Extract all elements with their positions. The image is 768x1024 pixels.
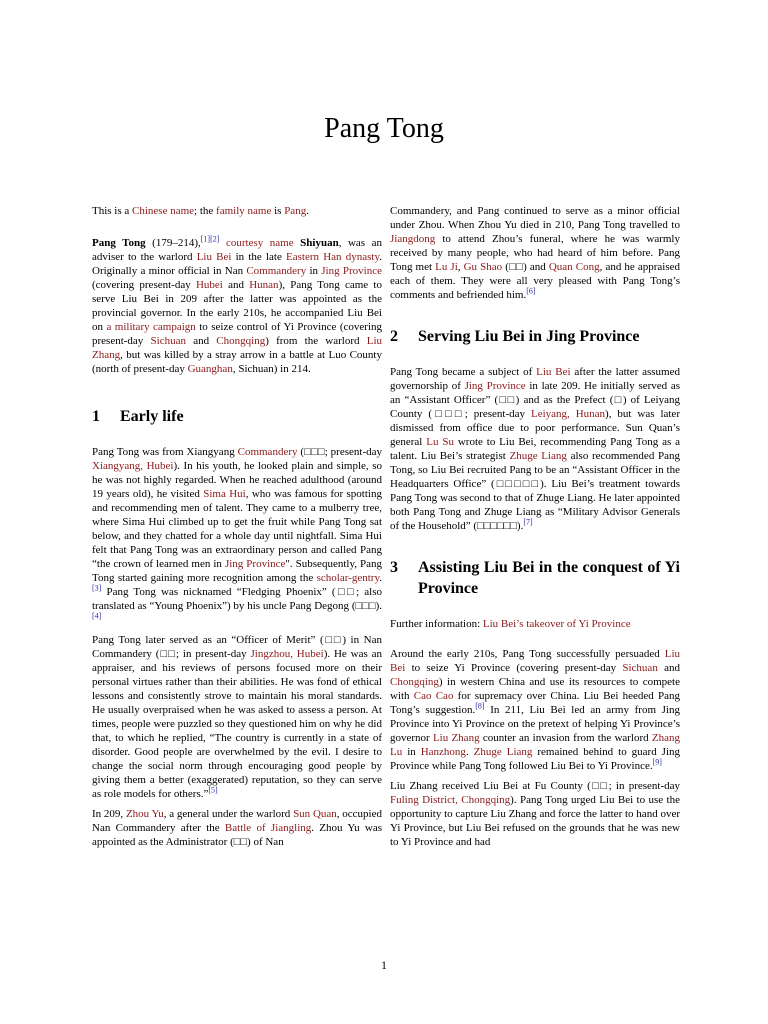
text: ), Pang Tong came to serve Liu Bei in 209 after the latter was appointed as the provincial governor. In the early 210s, he accompanied Liu Bei on: [92, 279, 382, 333]
link-xiangyang[interactable]: Xiangyang, Hubei: [92, 460, 174, 472]
text: . Zhou Yu was appointed as the Administrator (□□) of Nan: [92, 822, 382, 848]
link-chongqing[interactable]: Chongqing: [390, 676, 439, 688]
paragraph: [390, 647, 680, 773]
text: (□□□; present-day: [297, 446, 382, 458]
further-information: [390, 617, 680, 631]
link-pang[interactable]: Pang: [284, 205, 307, 217]
link-jingzhou[interactable]: Jingzhou, Hubei: [250, 648, 324, 660]
link-liu-bei[interactable]: Liu Bei: [536, 366, 571, 378]
paragraph: [92, 807, 382, 849]
subject-name: Pang Tong: [92, 237, 146, 249]
citation[interactable]: [9]: [652, 757, 662, 767]
link-commandery[interactable]: Commandery: [237, 446, 298, 458]
paragraph: [92, 633, 382, 801]
text: ). In his youth, he looked plain and simple, so he was not highly regarded. When he reached adulthood (around 19 years old), he visited: [92, 460, 382, 500]
link-jiangdong[interactable]: Jiangdong: [390, 233, 436, 245]
text: Pang Tong became a subject of: [390, 366, 537, 378]
left-column: [92, 204, 382, 855]
link-cao-cao[interactable]: Cao Cao: [413, 690, 454, 702]
citation[interactable]: [1][2]: [200, 234, 220, 244]
text: (179–214),: [145, 237, 201, 249]
section-title: Serving Liu Bei in Jing Province: [418, 328, 640, 345]
right-column: [390, 204, 680, 855]
text: , occupied Nan Commandery after the: [92, 808, 382, 834]
text: . Originally a minor official in Nan: [92, 251, 382, 277]
citation[interactable]: [7]: [523, 517, 533, 527]
text: (covering present-day: [92, 279, 196, 291]
link-scholar-gentry[interactable]: scholar-gentry: [316, 572, 380, 584]
link-zhang-lu[interactable]: Zhang Lu: [390, 732, 680, 758]
name-note: [92, 204, 382, 218]
text: , but was killed by a stray arrow in a battle at Luo County (north of present-day: [92, 349, 382, 375]
section-title: Early life: [120, 408, 184, 425]
citation[interactable]: [5]: [208, 785, 218, 795]
text: also recommended Pang Tong, so Liu Bei recruited Pang to be an “Assistant Officer in the Headquarters Office” (□□□□□). Liu Bei’s treatment towards Pang Tong was second to that of Zhuge Liang. He later appointed both Pang Tong and Zhuge Liang as “Military Advisor Generals of the Household” (□□□□□□).: [390, 450, 680, 532]
lead-paragraph: [92, 236, 382, 376]
link-guanghan[interactable]: Guanghan: [187, 363, 233, 375]
link-family-name[interactable]: family name: [216, 205, 272, 217]
text: Commandery, and Pang continued to serve as a minor official under Zhou. When Zhou Yu died in 210, Pang Tong travelled to: [390, 205, 680, 231]
link-chinese-name[interactable]: Chinese name: [132, 205, 195, 217]
citation[interactable]: [8]: [475, 701, 485, 711]
link-eastern-han[interactable]: Eastern Han dynasty: [286, 251, 380, 263]
link-quan-cong[interactable]: Quan Cong: [548, 261, 600, 273]
text: , who was famous for spotting and recommending men of talent. They came to a mulberry tree, where Sima Hui climbed up to get the fruit while Pang Tong sat below, and they chatted for a whole day until nightfall. Sima Hui felt that Pang Tong was an extraordinary person and called Pang “the crown of learned men in: [92, 488, 382, 570]
courtesy-name: Shiyuan: [300, 237, 339, 249]
text: ). Pang Tong urged Liu Bei to use the opportunity to capture Liu Zhang and force the latter to hand over Yi Province, but Liu Bei refused on the grounds that he was new to Yi Province and had: [390, 794, 680, 848]
text: in late 209. He initially served as an “Assistant Officer” (□□) and as the Prefect (□) of Leiyang County (□□□; present-day: [390, 380, 680, 420]
link-sun-quan[interactable]: Sun Quan: [293, 808, 337, 820]
link-gu-shao[interactable]: Gu Shao: [463, 261, 503, 273]
text: In 209,: [92, 808, 126, 820]
paragraph: [92, 445, 382, 627]
text: , a general under the warlord: [163, 808, 294, 820]
text: , was an adviser to the warlord: [92, 237, 383, 263]
text: , and he appraised each of them. They were all very pleased with Pang Tong’s comments and befriended him.: [390, 261, 681, 301]
link-fuling[interactable]: Fuling District, Chongqing: [390, 794, 511, 806]
text: in: [306, 265, 322, 277]
link-jing-province[interactable]: Jing Province: [321, 265, 382, 277]
citation[interactable]: [4]: [92, 611, 102, 621]
link-hunan[interactable]: Hunan: [249, 279, 279, 291]
text: Pang Tong was nicknamed “Fledging Phoenix” (□□; also translated as “Young Phoenix”) by his uncle Pang Degong (□□□).: [92, 586, 382, 612]
link-zhou-yu[interactable]: Zhou Yu: [125, 808, 164, 820]
link-zhuge-liang[interactable]: Zhuge Liang: [473, 746, 533, 758]
text: and: [657, 662, 680, 674]
link-chongqing[interactable]: Chongqing: [216, 335, 266, 347]
text: and: [185, 335, 217, 347]
text: .: [465, 746, 474, 758]
page-title: Pang Tong: [324, 113, 444, 144]
text: for supremacy over China. Liu Bei heeded Pang Tong’s suggestion.: [390, 690, 680, 716]
text: to seize control of Yi Province (covering present-day: [92, 321, 383, 347]
link-liu-bei[interactable]: Liu Bei: [196, 251, 232, 263]
text: ,: [457, 261, 464, 273]
link-sichuan[interactable]: Sichuan: [622, 662, 658, 674]
paragraph: [390, 779, 680, 849]
section-number: 2: [390, 328, 398, 345]
text: after the latter assumed governorship of: [390, 366, 680, 392]
text: is: [271, 205, 285, 217]
text: Around the early 210s, Pang Tong successfully persuaded: [390, 648, 665, 660]
link-military-campaign[interactable]: a military campaign: [106, 321, 196, 333]
paragraph: [390, 204, 680, 302]
link-leiyang[interactable]: Leiyang, Hunan: [530, 408, 606, 420]
text: remained behind to guard Jing Province while Pang Tong followed Liu Bei to Yi Province.: [390, 746, 680, 772]
link-courtesy-name[interactable]: courtesy name: [225, 237, 294, 249]
link-liu-zhang[interactable]: Liu Zhang: [92, 335, 383, 361]
section-heading-early-life: [92, 406, 382, 427]
section-heading-conquest-yi-province: [390, 557, 680, 599]
text: ; the: [194, 205, 217, 217]
link-liu-zhang[interactable]: Liu Zhang: [432, 732, 480, 744]
link-lu-ji[interactable]: Lu Ji: [435, 261, 458, 273]
text: wrote to Liu Bei, recommending Pang Tong as a talent. Liu Bei’s strategist: [390, 436, 680, 462]
section-title: Assisting Liu Bei in the conquest of Yi Province: [418, 559, 680, 597]
link-takeover-yi-province[interactable]: Liu Bei’s takeover of Yi Province: [482, 618, 631, 630]
text: to seize Yi Province (covering present-day: [405, 662, 623, 674]
text: This is a: [92, 205, 133, 217]
link-hubei[interactable]: Hubei: [195, 279, 223, 291]
link-jing-province[interactable]: Jing Province: [224, 558, 286, 570]
link-hanzhong[interactable]: Hanzhong: [420, 746, 466, 758]
text: ) in western China and use its resources to compete with: [390, 676, 680, 702]
citation[interactable]: [3]: [92, 583, 102, 593]
link-zhuge-liang[interactable]: Zhuge Liang: [509, 450, 567, 462]
text: (□□) and: [502, 261, 549, 273]
link-battle-of-jiangling[interactable]: Battle of Jiangling: [224, 822, 312, 834]
text: , Sichuan) in 214.: [232, 363, 311, 375]
text: ". Subsequently, Pang Tong started gaining more recognition among the: [92, 558, 382, 584]
link-jing-province[interactable]: Jing Province: [464, 380, 526, 392]
section-number: 1: [92, 408, 100, 425]
text: ), but was later dismissed from office due to poor performance. Sun Quan’s general: [390, 408, 680, 448]
link-sichuan[interactable]: Sichuan: [150, 335, 186, 347]
link-sima-hui[interactable]: Sima Hui: [203, 488, 246, 500]
text: ). He was an appraiser, and his reviews of persons focused more on their personal virtues rather than their abilities. He was fond of ethical lessons and consistently strove to maintain his moral standards. He usually overpraised when he was asked to assess a person. At times, people were puzzled so they questioned him on why he did that, to which he replied, “The country is currently in a state of disorder. Good people are overwhelmed by the evil. I desire to change the social norm through encouraging good people by giving them a better (exaggerated) reputation, so they can serve as role models for others.”: [92, 648, 382, 800]
text: counter an invasion from the warlord: [479, 732, 652, 744]
text: In 211, Liu Bei led an army from Jing Province into Yi Province on the pretext of helping Yi Province’s governor: [390, 704, 680, 744]
citation[interactable]: [6]: [526, 286, 536, 296]
text: ) from the warlord: [265, 335, 367, 347]
text: in the late: [231, 251, 287, 263]
link-commandery[interactable]: Commandery: [246, 265, 307, 277]
text: in: [402, 746, 421, 758]
link-lu-su[interactable]: Lu Su: [426, 436, 454, 448]
text: .: [379, 572, 382, 584]
section-number: 3: [390, 559, 398, 576]
text: Pang Tong was from Xiangyang: [92, 446, 238, 458]
text: Further information:: [390, 618, 483, 630]
text: Pang Tong later served as an “Officer of Merit” (□□) in Nan Commandery (□□; in present-day: [92, 634, 382, 660]
section-heading-serving-liu-bei: [390, 326, 680, 347]
text: Liu Zhang received Liu Bei at Fu County (□□; in present-day: [390, 780, 680, 792]
link-liu-bei[interactable]: Liu Bei: [390, 648, 680, 674]
text: and: [222, 279, 250, 291]
paragraph: [390, 365, 680, 533]
page-number: 1: [381, 958, 387, 972]
text: to attend Zhou’s funeral, where he was warmly received by many people, who had heard of him before. Pang Tong met: [390, 233, 680, 273]
text: .: [306, 205, 309, 217]
